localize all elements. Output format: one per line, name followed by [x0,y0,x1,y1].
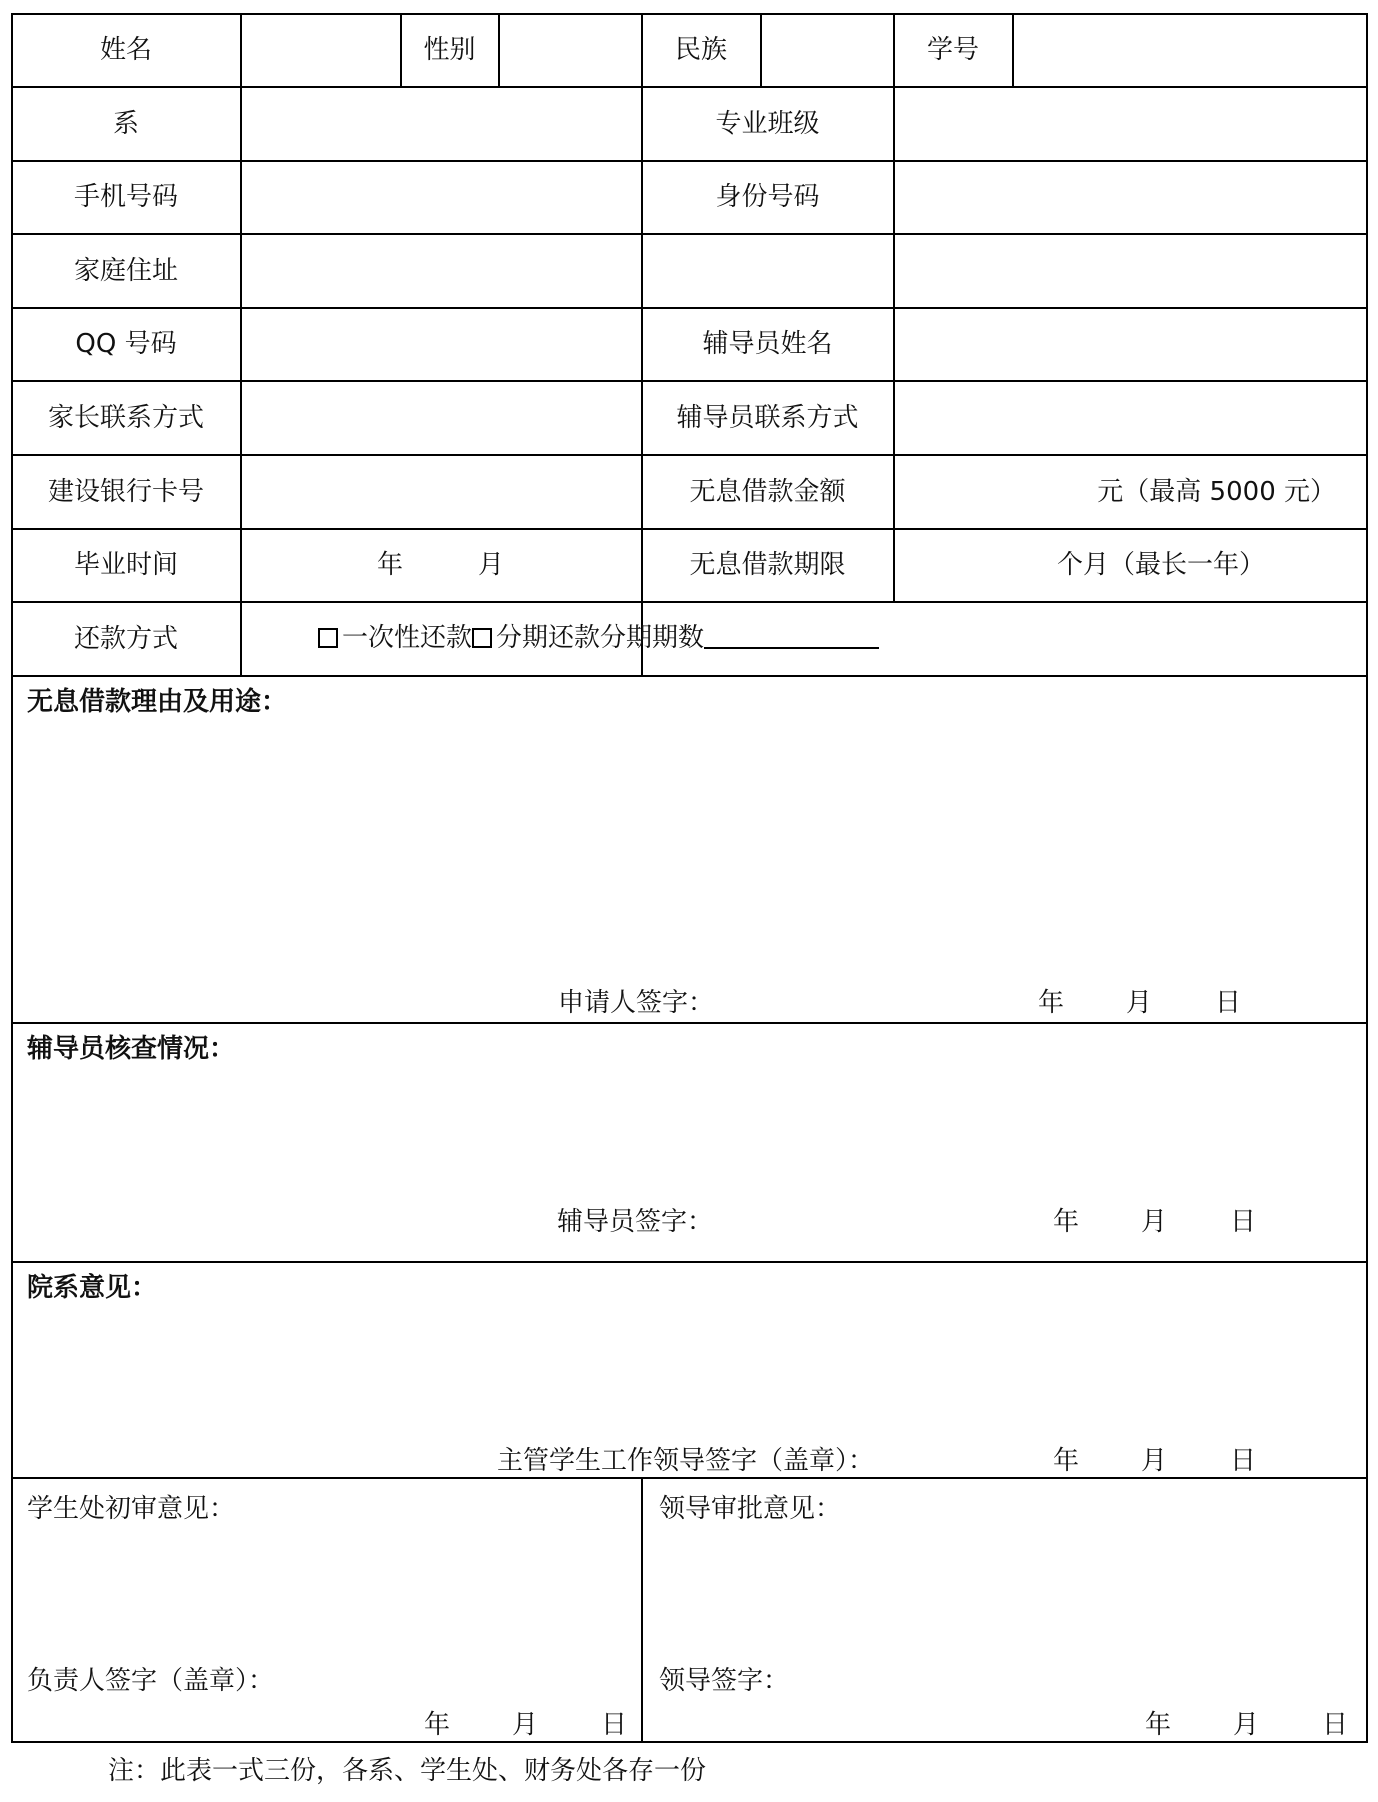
leader-signature-label: 领导签字： [659,1666,790,1696]
label-counselor-contact: 辅导员联系方式 [676,402,859,433]
term-unit: 个月（最长一年） [1057,550,1266,580]
label-department: 系 [112,108,139,139]
date-month: 月 [512,1710,539,1740]
date-year: 年 [1145,1710,1172,1740]
label-repayment-method: 还款方式 [73,623,178,654]
date-year: 年 [1053,1207,1080,1237]
dept-leader-signature-label: 主管学生工作领导签字（盖章）： [497,1446,875,1476]
rule-counselor [11,1261,1368,1263]
date-month: 月 [1233,1710,1260,1740]
rule-dept [11,1477,1368,1479]
label-bank-card: 建设银行卡号 [47,476,204,507]
student-office-signature-label: 负责人签字（盖章）： [27,1666,275,1696]
dept-date [1053,1446,1257,1476]
label-ethnicity: 民族 [674,35,727,65]
rule-r1-b [498,13,500,87]
amount-unit: 元（最高 5000 元） [1097,476,1336,507]
reason-date [1038,988,1242,1018]
rule-r1-d [1012,13,1014,87]
rule-row9 [11,675,1368,677]
label-parent-contact: 家长联系方式 [47,402,204,433]
label-loan-amount: 无息借款金额 [689,476,846,507]
applicant-signature-label: 申请人签字： [558,988,715,1018]
date-day: 日 [601,1710,628,1740]
date-day: 日 [1230,1207,1257,1237]
label-id-number: 身份号码 [715,182,820,212]
label-name: 姓名 [99,35,152,65]
label-student-id: 学号 [926,35,979,65]
rule-col-label [240,13,242,676]
repayment-options [318,625,879,651]
date-month: 月 [1126,988,1153,1018]
date-day: 日 [1215,988,1242,1018]
date-day: 日 [1230,1446,1257,1476]
option-installment: 分期还款分期期数 [496,623,705,653]
footnote: 注：此表一式三份，各系、学生处、财务处各存一份 [108,1756,707,1786]
counselor-signature-label: 辅导员签字： [557,1207,714,1237]
label-major-class: 专业班级 [715,108,820,139]
student-office-title: 学生处初审意见： [27,1494,236,1524]
date-month: 月 [1141,1207,1168,1237]
label-graduation-time: 毕业时间 [73,550,178,580]
student-office-date [424,1710,628,1740]
installment-count-blank[interactable] [704,647,879,649]
date-month: 月 [1141,1446,1168,1476]
label-qq: QQ 号码 [75,329,177,359]
leader-date [1145,1710,1349,1740]
rule-right [1366,13,1368,1742]
rule-bottom [11,1741,1368,1743]
counselor-date [1053,1207,1257,1237]
date-year: 年 [1038,988,1065,1018]
rule-reason [11,1022,1368,1024]
reason-title: 无息借款理由及用途： [27,687,288,717]
date-year: 年 [424,1710,451,1740]
counselor-check-title: 辅导员核查情况： [27,1034,236,1064]
rule-r1-c [760,13,762,87]
leader-approval-title: 领导审批意见： [659,1494,842,1524]
installment-checkbox[interactable] [472,628,492,648]
graduation-month: 月 [478,550,505,580]
date-day: 日 [1322,1710,1349,1740]
option-lump-sum: 一次性还款 [342,623,473,653]
label-loan-term: 无息借款期限 [689,550,846,580]
rule-col-mid-bottom [641,1477,643,1742]
lump-sum-checkbox[interactable] [318,628,338,648]
date-year: 年 [1053,1446,1080,1476]
label-phone: 手机号码 [73,182,178,212]
dept-opinion-title: 院系意见： [27,1273,158,1303]
graduation-year: 年 [377,550,404,580]
label-address: 家庭住址 [73,255,178,286]
label-gender: 性别 [423,35,476,65]
label-counselor-name: 辅导员姓名 [702,329,833,359]
